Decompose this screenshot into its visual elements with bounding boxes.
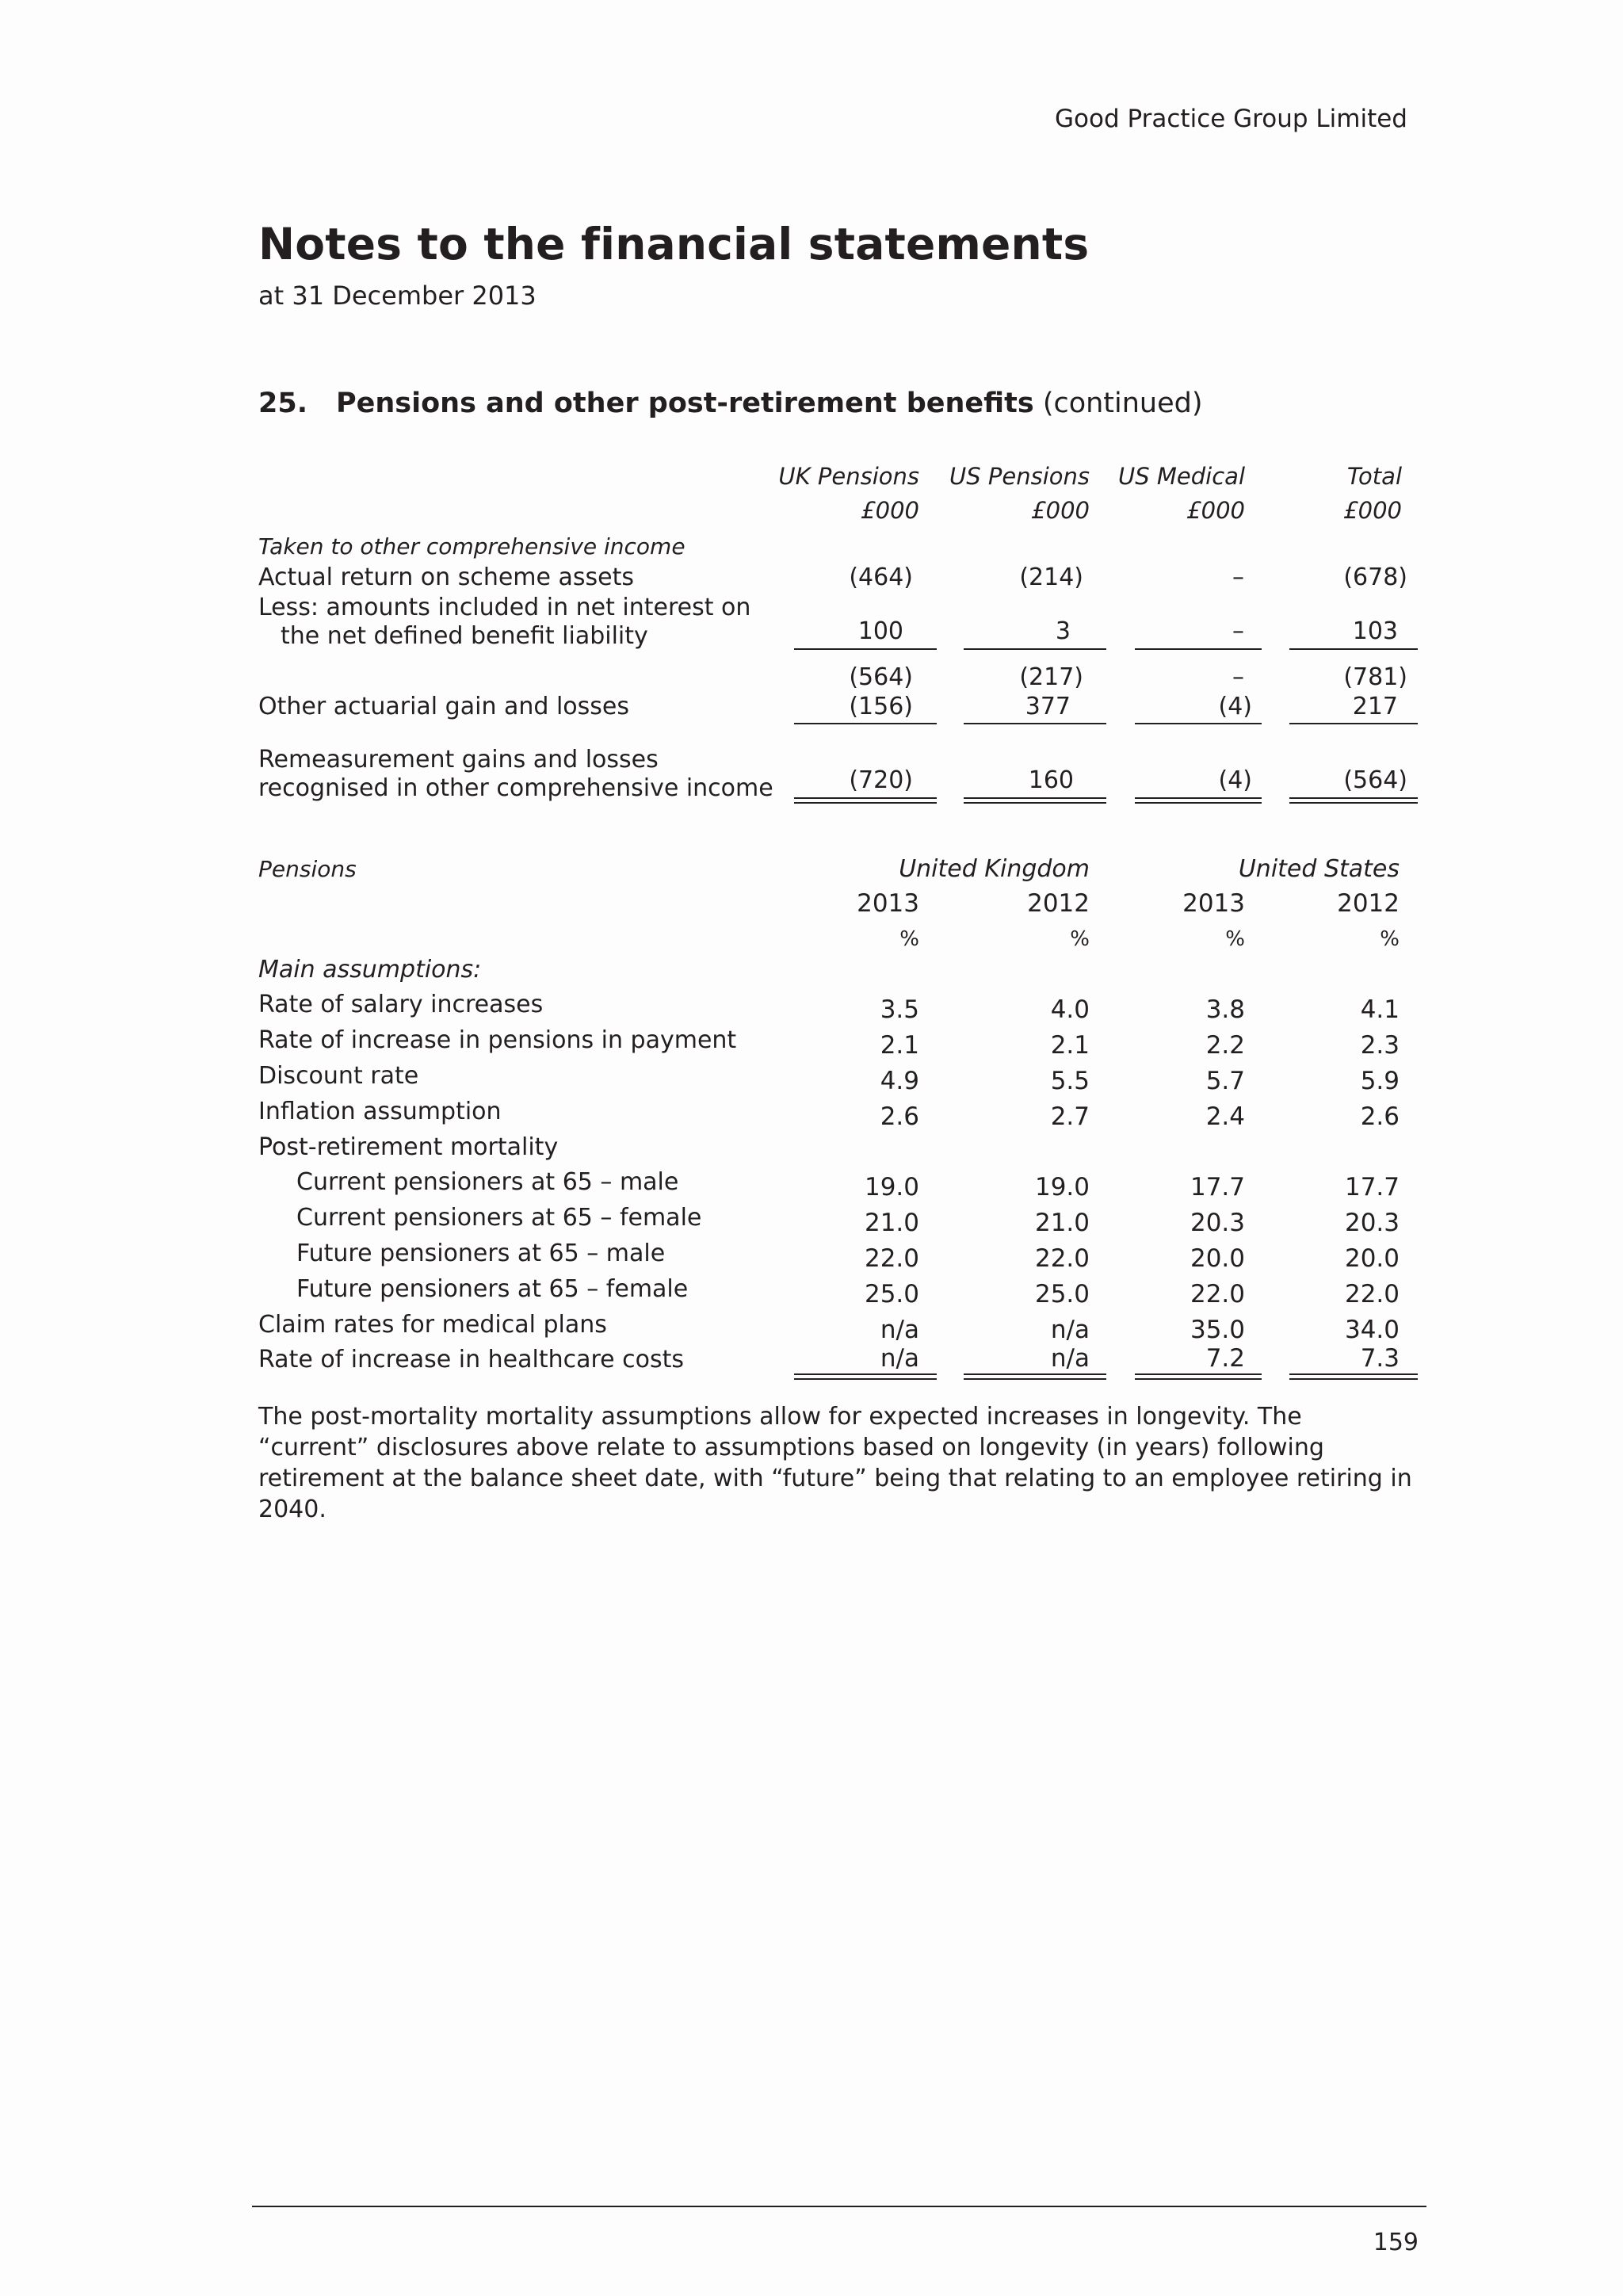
cell: 22.0 [864,1244,919,1273]
double-rule [964,1373,1106,1380]
section-heading-pensions: Pensions [258,856,357,882]
row-label-healthcare: Rate of increase in healthcare costs [258,1346,685,1373]
rule [1135,648,1262,650]
cell: 2.7 [1050,1102,1090,1131]
row-label-remeasurement-1: Remeasurement gains and losses [258,746,659,774]
cell: (720) [849,766,913,794]
cell: 17.7 [1190,1173,1245,1201]
year-header: 2012 [1337,889,1400,918]
row-label: Future pensioners at 65 – male [296,1240,666,1267]
cell: – [1232,617,1244,645]
cell: n/a [880,1344,919,1373]
section-title [336,388,1203,419]
cell: (4) [1218,693,1252,720]
cell: 7.2 [1205,1344,1245,1373]
cell: (678) [1343,563,1407,591]
percent-unit: % [1225,927,1245,951]
footer-rule [252,2206,1426,2207]
cell: 5.9 [1360,1067,1400,1095]
year-header: 2013 [857,889,919,918]
percent-unit: % [1380,927,1400,951]
cell: 103 [1352,617,1398,645]
double-rule [1135,1373,1262,1380]
col-unit: £000 [1031,497,1090,524]
section-heading-oci: Taken to other comprehensive income [258,533,685,560]
cell: (4) [1218,766,1252,794]
cell: 21.0 [864,1209,919,1237]
cell: (781) [1343,663,1407,691]
col-unit: £000 [861,497,919,524]
cell: 100 [857,617,903,645]
row-label: Current pensioners at 65 – male [296,1168,679,1196]
cell: 2.4 [1205,1102,1245,1131]
cell: 19.0 [864,1173,919,1201]
row-label: Rate of salary increases [258,991,544,1018]
cell: 2.1 [880,1031,919,1060]
cell: 20.3 [1344,1209,1400,1237]
cell: 160 [1028,766,1074,794]
double-rule [1289,797,1418,804]
col-header-total: Total [1346,463,1402,490]
cell: 20.0 [1190,1244,1245,1273]
cell: (214) [1019,563,1083,591]
cell: (564) [1343,766,1407,794]
cell: 4.1 [1360,995,1400,1024]
cell: 2.6 [880,1102,919,1131]
cell: 7.3 [1360,1344,1400,1373]
cell: 20.3 [1190,1209,1245,1237]
cell: 34.0 [1344,1316,1400,1344]
group-header-us: United States [1238,855,1400,883]
cell: n/a [880,1316,919,1344]
page-subtitle: at 31 December 2013 [258,281,537,311]
rule [1135,723,1262,724]
year-header: 2013 [1182,889,1245,918]
cell: n/a [1050,1344,1090,1373]
double-rule [1135,797,1262,804]
cell: 35.0 [1190,1316,1245,1344]
percent-unit: % [899,927,919,951]
double-rule [794,797,937,804]
mortality-label: Post-retirement mortality [258,1133,559,1161]
percent-unit: % [1070,927,1090,951]
cell: 19.0 [1034,1173,1090,1201]
rule [794,648,937,650]
rule [964,648,1106,650]
row-label: Discount rate [258,1062,419,1090]
col-header-us-pensions: US Pensions [949,463,1090,490]
rule [794,723,937,724]
col-unit: £000 [1186,497,1245,524]
group-header-uk: United Kingdom [899,855,1090,883]
main-assumptions-label: Main assumptions: [258,956,482,984]
cell: 2.3 [1360,1031,1400,1060]
year-header: 2012 [1027,889,1090,918]
double-rule [794,1373,937,1380]
cell: 4.0 [1050,995,1090,1024]
page-number: 159 [1373,2229,1419,2256]
cell: 377 [1025,693,1071,720]
cell: 2.1 [1050,1031,1090,1060]
cell: 22.0 [1034,1244,1090,1273]
rule [964,723,1106,724]
cell: (217) [1019,663,1083,691]
section-number: 25. [258,388,308,419]
cell: – [1232,663,1244,691]
col-header-us-medical: US Medical [1118,463,1245,490]
row-label-less-1: Less: amounts included in net interest on [258,594,751,621]
section-title-bold: Pensions and other post-retirement benefits [336,388,1034,419]
row-label: Future pensioners at 65 – female [296,1275,689,1303]
cell: 22.0 [1344,1280,1400,1308]
col-unit: £000 [1343,497,1402,524]
cell: 217 [1352,693,1398,720]
cell: 17.7 [1344,1173,1400,1201]
row-label-actuarial: Other actuarial gain and losses [258,693,630,720]
section-title-continued: (continued) [1033,388,1203,419]
cell: 20.0 [1344,1244,1400,1273]
cell: 3.5 [880,995,919,1024]
cell: 21.0 [1034,1209,1090,1237]
cell: 25.0 [864,1280,919,1308]
cell: 3.8 [1205,995,1245,1024]
cell: (564) [849,663,913,691]
cell: 5.5 [1050,1067,1090,1095]
cell: n/a [1050,1316,1090,1344]
row-label-less-2: the net defined benefit liability [281,622,648,650]
cell: (464) [849,563,913,591]
row-label: Current pensioners at 65 – female [296,1204,702,1232]
double-rule [964,797,1106,804]
cell: 4.9 [880,1067,919,1095]
cell: (156) [849,693,913,720]
row-label-claim-rates: Claim rates for medical plans [258,1311,607,1339]
col-header-uk-pensions: UK Pensions [778,463,919,490]
cell: – [1232,563,1244,591]
cell: 25.0 [1034,1280,1090,1308]
row-label: Rate of increase in pensions in payment [258,1026,737,1054]
note-paragraph: The post-mortality mortality assumptions allow for expected increases in longevity. The “current” disclosures above relate to assumptions based on longevity (in years) following retirement at the balance sheet date, with “future” being that relating to an employee retiring in 2040. [258,1403,1412,1523]
cell: 2.2 [1205,1031,1245,1060]
cell: 2.6 [1360,1102,1400,1131]
row-label-remeasurement-2: recognised in other comprehensive income [258,774,773,802]
rule [1289,723,1418,724]
cell: 3 [1055,617,1071,645]
row-label: Inflation assumption [258,1098,502,1125]
cell: 22.0 [1190,1280,1245,1308]
page-title: Notes to the financial statements [258,219,1090,269]
row-label-actual-return: Actual return on scheme assets [258,563,634,591]
cell: 5.7 [1205,1067,1245,1095]
rule [1289,648,1418,650]
double-rule [1289,1373,1418,1380]
company-name: Good Practice Group Limited [1055,105,1407,133]
